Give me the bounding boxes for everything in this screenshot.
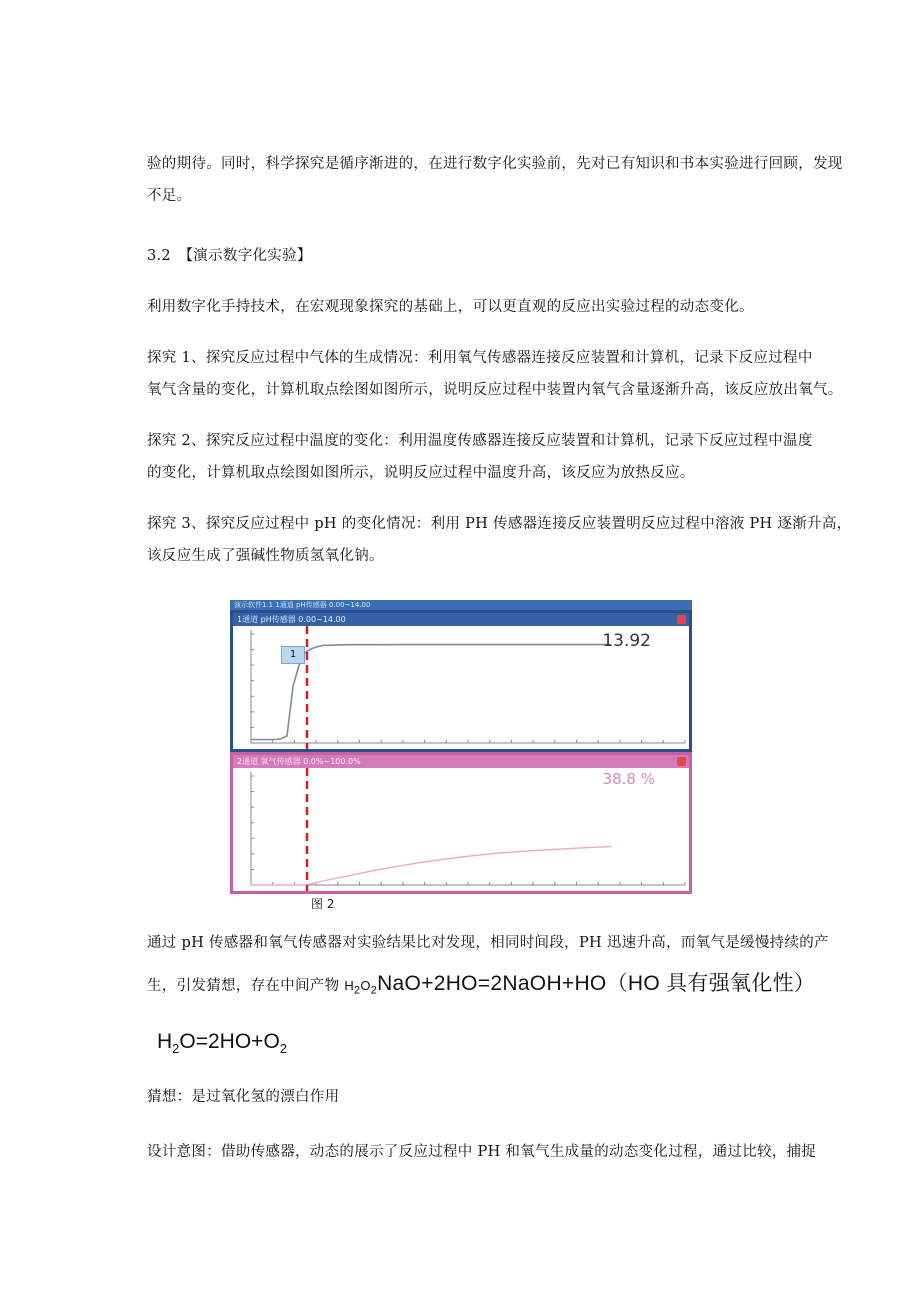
eq-sub: 2: [279, 1041, 288, 1057]
sensor-figure: [230, 600, 692, 894]
equation-line: [157, 1030, 287, 1056]
formula-sub: 2: [354, 984, 361, 997]
text-line: 该反应生成了强碱性物质氢氧化钠。: [147, 548, 384, 564]
text-line: 氧气含量的变化，计算机取点绘图如图所示，说明反应过程中装置内氧气含量逐渐升高，该反应放出氧气。: [147, 382, 843, 398]
oxygen-panel-title: 2通道 氧气传感器 0.0%~100.0%: [233, 755, 689, 768]
text-line: 探究 2、探究反应过程中温度的变化：利用温度传感器连接反应装置和计算机，记录下反应过程中温度: [147, 433, 813, 449]
text-line: 利用数字化手持技术，在宏观现象探究的基础上，可以更直观的反应出实验过程的动态变化。: [147, 299, 754, 315]
o2-ticks: [251, 776, 685, 885]
ph-series-line: [251, 645, 611, 740]
text-line: 探究 3、探究反应过程中 pH 的变化情况：利用 PH 传感器连接反应装置明反应过程中溶液 PH 逐渐升高，: [147, 516, 852, 532]
text-line: [147, 967, 815, 997]
formula-o: O: [360, 978, 371, 993]
formula-sub: 2: [370, 984, 378, 997]
text-line: 验的期待。同时，科学探究是循序渐进的，在进行数字化实验前，先对已有知识和书本实验进行回顾，发现: [147, 156, 843, 172]
text-line: 的变化，计算机取点绘图如图所示，说明反应过程中温度升高，该反应为放热反应。: [147, 465, 695, 481]
text-line: 通过 pH 传感器和氧气传感器对实验结果比对发现，相同时间段，PH 迅速升高，而氧气是缓慢持续的产: [147, 935, 829, 951]
close-icon[interactable]: [677, 615, 686, 624]
oxygen-panel: [230, 752, 692, 894]
marker-label: 1: [281, 646, 305, 664]
eq-h: H: [157, 1030, 173, 1053]
text-line: 猜想：是过氧化氢的漂白作用: [147, 1089, 340, 1105]
equation-text: NaO+2HO=2NaOH+HO（HO 具有强氧化性）: [377, 972, 816, 995]
window-title-bar: [230, 600, 692, 610]
ph-panel-title: 1通道 pH传感器 0.00~14.00: [233, 613, 689, 626]
ph-panel: [230, 610, 692, 752]
eq-sub: 2: [172, 1041, 180, 1057]
text-line: 不足。: [147, 188, 192, 204]
ph-reading: 13.92: [602, 631, 651, 651]
formula-inline: [344, 978, 378, 997]
oxygen-series-line: [251, 847, 611, 885]
window-title: 演示软件1.1 1通道 pH传感器 0.00~14.00: [234, 601, 371, 609]
figure-caption: 图 2: [311, 897, 335, 911]
eq-rest: O=2HO+O: [179, 1030, 280, 1053]
text-segment: 生，引发猜想，存在中间产物: [147, 978, 345, 994]
section-heading: 3.2 【演示数字化实验】: [147, 248, 312, 264]
text-line: 设计意图：借助传感器，动态的展示了反应过程中 PH 和氧气生成量的动态变化过程，通过比较，捕捉: [147, 1144, 817, 1160]
formula-h: H: [344, 978, 355, 993]
close-icon[interactable]: [677, 757, 686, 766]
text-line: 探究 1、探究反应过程中气体的生成情况：利用氧气传感器连接反应装置和计算机，记录下反应过程中: [147, 350, 813, 366]
oxygen-reading: 38.8 %: [602, 770, 655, 788]
